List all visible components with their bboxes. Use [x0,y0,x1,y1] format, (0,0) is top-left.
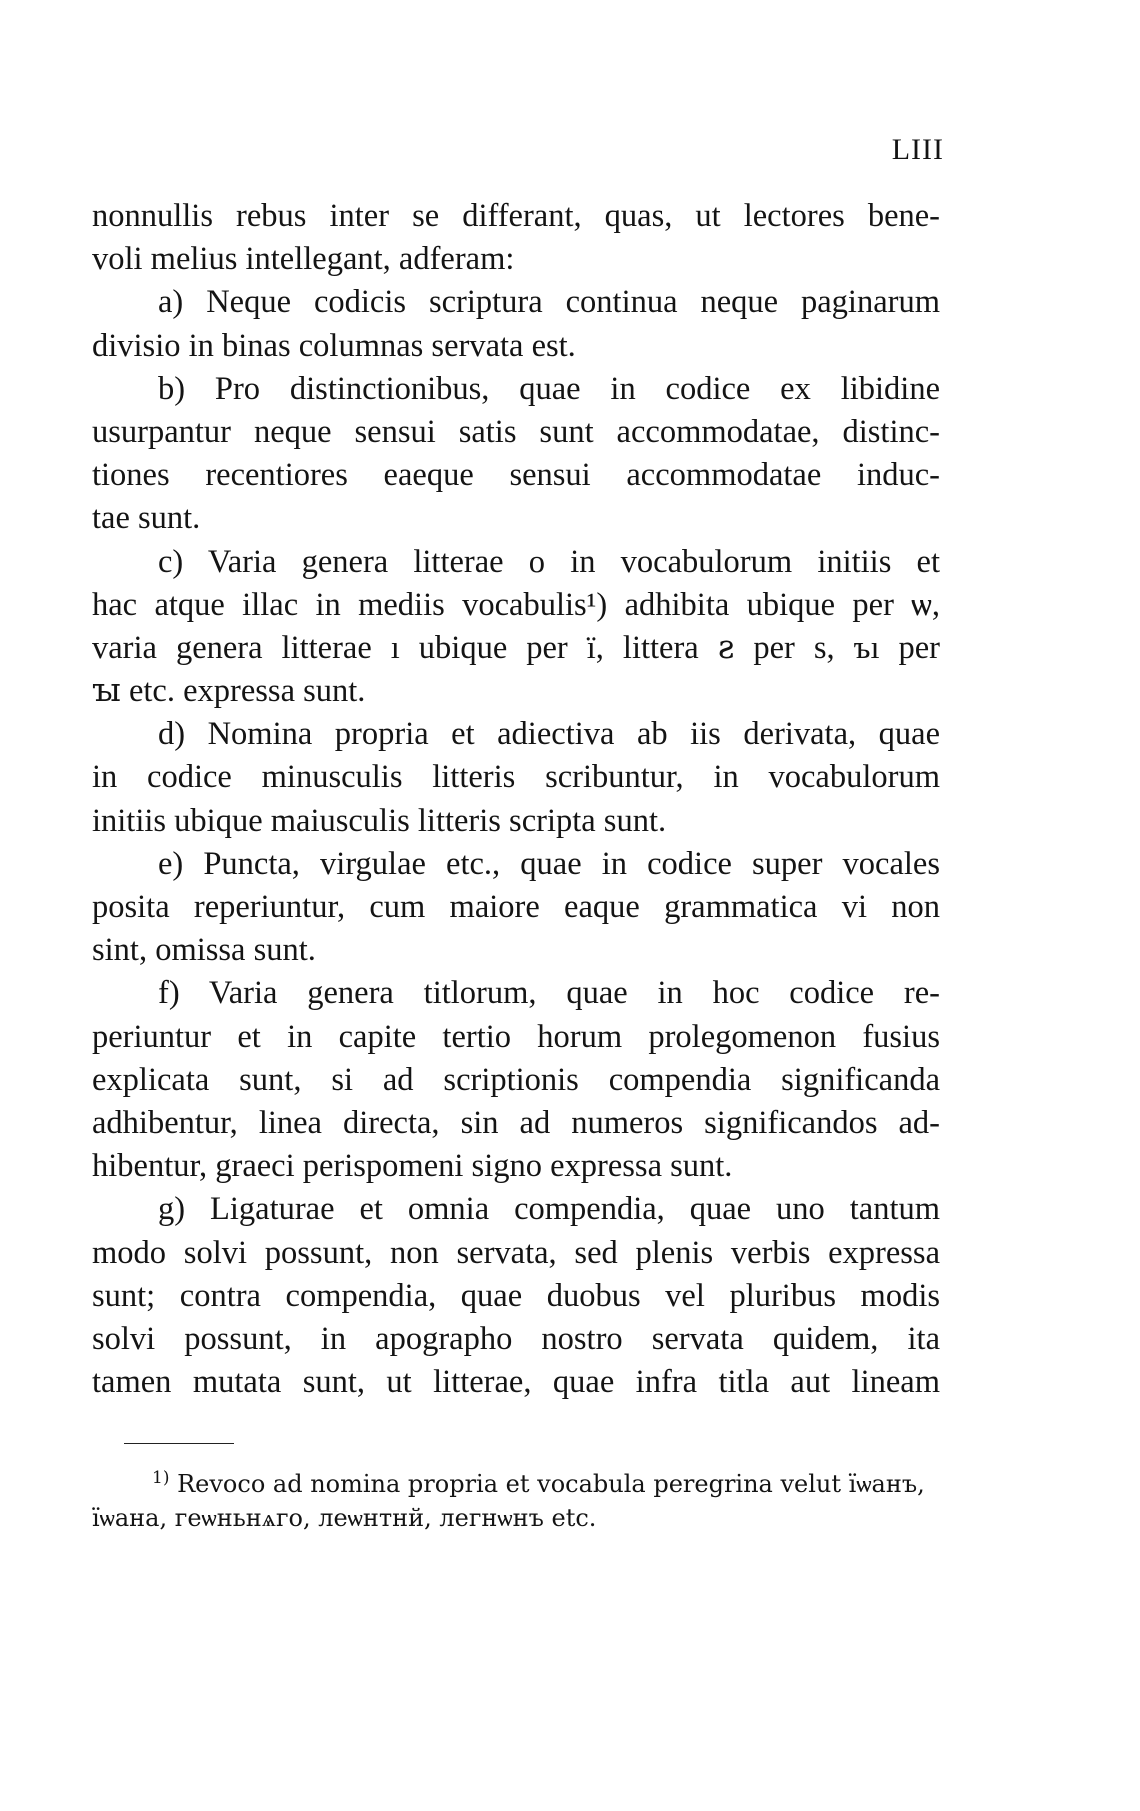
text-line: sint, omissa sunt. [92,932,316,969]
footnote-line-2: ïѡана, геѡньнѧго, леѡнтнй, легнѡнъ etc. [92,1504,597,1532]
text-line: tiones recentiores eaeque sensui accommodatae induc- [92,457,940,494]
list-item-f-line: f) Varia genera titlorum, quae in hoc codice re- [158,975,940,1012]
footnote-text: Revoco ad nomina propria et vocabula peregrina velut ïѡанъ, [177,1470,925,1498]
list-item-e-line: e) Puncta, virgulae etc., quae in codice super vocales [158,845,940,882]
footnote-marker: 1) [152,1468,170,1488]
body-text [92,195,940,1404]
text-line: hac atque illac in mediis vocabulis¹) adhibita ubique per ѡ, [92,586,940,623]
text-line: adhibentur, linea directa, sin ad numeros significandos ad- [92,1104,940,1141]
list-item-a-line: a) Neque codicis scriptura continua neque paginarum [158,284,940,321]
text-line: tae sunt. [92,500,201,537]
text-line: tamen mutata sunt, ut litterae, quae infra titla aut lineam [92,1364,940,1401]
text-line: solvi possunt, in apographo nostro servata quidem, ita [92,1320,940,1357]
footnote-line-1 [92,1467,940,1501]
text-line: varia genera litterae ı ubique per ï, littera ꙅ per s, ъı per [92,629,940,666]
text-line: voli melius intellegant, adferam: [92,241,515,278]
text-line: sunt; contra compendia, quae duobus vel pluribus modis [92,1277,940,1314]
list-item-g-line: g) Ligaturae et omnia compendia, quae uno tantum [158,1191,940,1228]
text-line: hibentur, graeci perispomeni signo expressa sunt. [92,1148,733,1185]
text-line: explicata sunt, si ad scriptionis compendia significanda [92,1061,940,1098]
footnote [92,1467,940,1535]
text-line: ꙑ etc. expressa sunt. [92,673,366,710]
text-line: usurpantur neque sensui satis sunt accommodatae, distinc- [92,413,940,450]
footnote-divider [124,1443,234,1444]
text-line: divisio in binas columnas servata est. [92,327,576,364]
page-number: LIII [891,133,944,166]
text-line: modo solvi possunt, non servata, sed plenis verbis expressa [92,1234,940,1271]
list-item-b-line: b) Pro distinctionibus, quae in codice ex libidine [158,370,940,407]
text-line: in codice minusculis litteris scribuntur, in vocabulorum [92,759,940,796]
text-line: initiis ubique maiusculis litteris scripta sunt. [92,802,667,839]
text-line: posita reperiuntur, cum maiore eaque grammatica vi non [92,889,940,925]
text-line: periuntur et in capite tertio horum prolegomenon fusius [92,1018,940,1055]
list-item-c-line: c) Varia genera litterae ο in vocabulorum initiis et [158,543,940,580]
list-item-d-line: d) Nomina propria et adiectiva ab iis derivata, quae [158,716,940,753]
text-line: nonnullis rebus inter se differant, quas, ut lectores bene- [92,198,940,234]
